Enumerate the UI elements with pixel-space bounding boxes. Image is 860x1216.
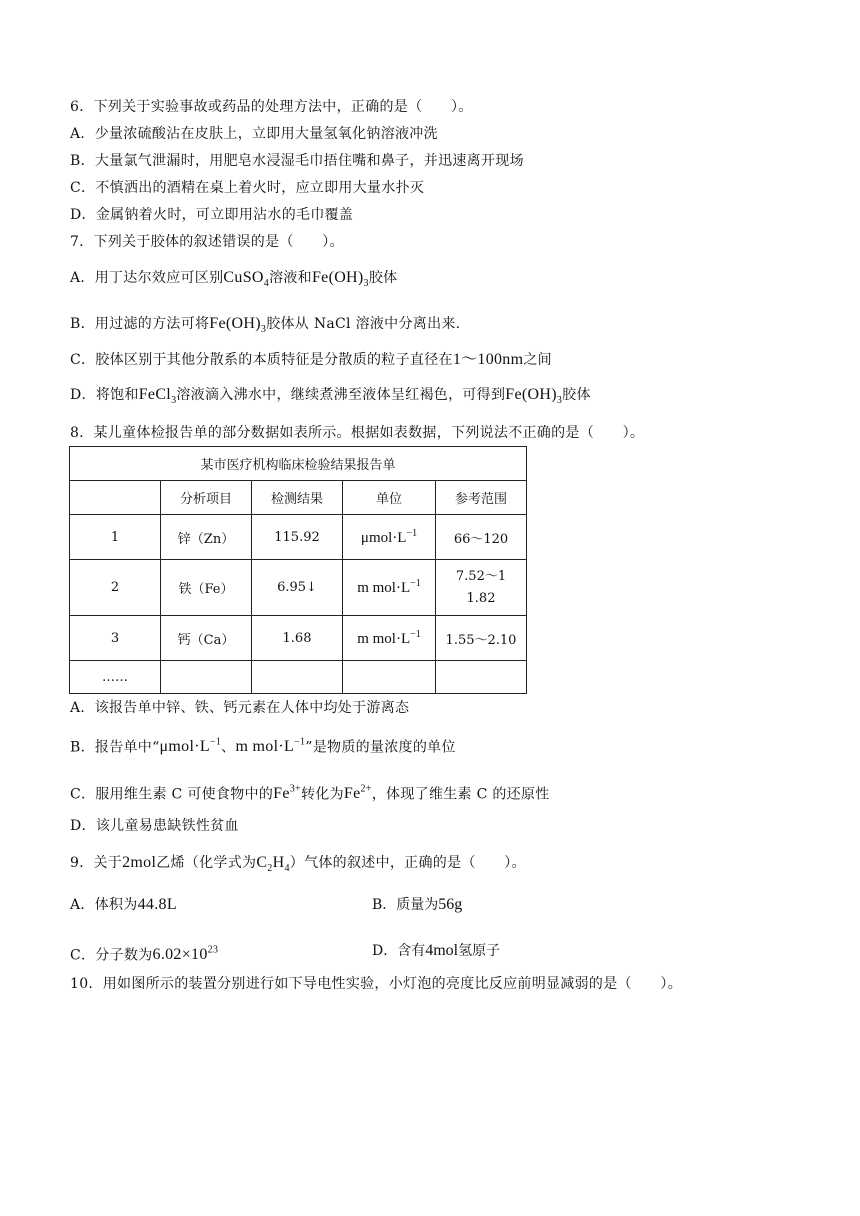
- row-result: 115.92: [252, 515, 343, 560]
- q8-c-ion1: [273, 785, 301, 802]
- row-item: 锌（Zn）: [161, 515, 252, 560]
- q8-option-c: [70, 780, 550, 804]
- row-unit: [343, 515, 436, 560]
- ion-text: Fe: [343, 785, 361, 803]
- formula-text: Fe(OH): [505, 386, 557, 403]
- q7-c-range: 1～100nm: [452, 351, 524, 368]
- q9-b-text: B．质量为: [372, 897, 439, 913]
- q9-text1: 9．关于: [70, 855, 123, 871]
- number-text: 6.02×10: [152, 946, 208, 964]
- q9-text3: ）气体的叙述中，正确的是（ ）。: [289, 855, 526, 871]
- q10-stem: 10．用如图所示的装置分别进行如下导电性实验，小灯泡的亮度比反应前明显减弱的是（ ）。: [70, 976, 683, 992]
- unit-text: m mol·L: [357, 580, 411, 596]
- formula-sub: 2: [267, 863, 273, 875]
- table-header-no: [70, 481, 161, 515]
- q8-c-text1: C．服用维生素 C 可使食物中的: [70, 786, 274, 803]
- table-title: 某市医疗机构临床检验结果报告单: [70, 447, 527, 481]
- row-no: 1: [70, 515, 161, 560]
- row-item: 钙（Ca）: [161, 616, 252, 661]
- q9-d-value: 4mol: [425, 942, 459, 959]
- q7-b-text1: B．用过滤的方法可将: [70, 316, 210, 332]
- q6-option-a: A．少量浓硫酸沾在皮肤上，立即用大量氢氧化钠溶液冲洗: [70, 126, 438, 142]
- table-row: [70, 661, 527, 694]
- q8-b-unit1: [160, 738, 222, 755]
- formula-sub: 4: [284, 863, 290, 875]
- q9-a-value: 44.8L: [137, 896, 177, 913]
- q6-option-b: B．大量氯气泄漏时，用肥皂水浸湿毛巾捂住嘴和鼻子，并迅速离开现场: [70, 153, 524, 169]
- row-range: 66～120: [436, 515, 527, 560]
- ion-charge: 3+: [289, 784, 301, 795]
- q8-b-text1: B．报告单中“: [70, 739, 160, 756]
- q9-option-b: [372, 895, 462, 915]
- row-result: 6.95↓: [252, 560, 343, 616]
- q7-option-d: [70, 385, 591, 411]
- formula-sub: 3: [556, 395, 563, 407]
- unit-text: μmol·L: [159, 738, 210, 756]
- row-item: 铁（Fe）: [161, 560, 252, 616]
- unit-sup: −1: [406, 527, 418, 539]
- table-header-unit: 单位: [343, 481, 436, 515]
- q7-stem: 7．下列关于胶体的叙述错误的是（ ）。: [70, 234, 344, 250]
- table-header-item: 分析项目: [161, 481, 252, 515]
- row-no: ……: [70, 661, 161, 694]
- q8-option-b: [70, 733, 456, 757]
- q9-option-c: [70, 941, 218, 965]
- ion-text: Fe: [273, 785, 290, 803]
- formula-text: H: [272, 854, 285, 871]
- q8-c-text3: ，体现了维生素 C 的还原性: [371, 786, 550, 803]
- q6-option-c: C．不慎洒出的酒精在桌上着火时，应立即用大量水扑灭: [70, 180, 425, 196]
- row-unit: [343, 661, 436, 694]
- formula-text: C: [256, 854, 268, 871]
- row-range: 1.55～2.10: [436, 616, 527, 661]
- row-unit: [343, 560, 436, 616]
- row-result: 1.68: [252, 616, 343, 661]
- q7-option-c: [70, 350, 552, 370]
- q6-option-d: D．金属钠着火时，可立即用沾水的毛巾覆盖: [70, 207, 354, 223]
- q9-amount: 2mol: [122, 854, 157, 871]
- unit-sup: −1: [410, 628, 421, 640]
- row-no: 2: [70, 560, 161, 616]
- q9-c-value: [153, 946, 219, 963]
- unit-text: μmol·L: [360, 529, 407, 546]
- q9-d-text1: D．含有: [372, 943, 426, 959]
- q8-b-text2: ”是物质的量浓度的单位: [305, 739, 456, 756]
- table-row: [70, 560, 527, 616]
- q8-option-d: D．该儿童易患缺铁性贫血: [70, 818, 239, 834]
- q7-d-text2: 溶液滴入沸水中，继续煮沸至液体呈红褐色，可得到: [176, 387, 506, 403]
- unit-text: m mol·L: [235, 738, 295, 756]
- table-header-result: 检测结果: [252, 481, 343, 515]
- q8-stem: 8．某儿童体检报告单的部分数据如表所示。根据如表数据，下列说法不正确的是（ ）。: [70, 425, 645, 441]
- q9-formula: [256, 854, 290, 875]
- q7-a-text1: A．用丁达尔效应可区别: [70, 270, 224, 286]
- table-header-range: 参考范围: [436, 481, 527, 515]
- unit-sup: −1: [294, 737, 306, 748]
- q7-a-formula2: [311, 269, 369, 290]
- formula-sub: 3: [260, 324, 267, 336]
- exponent: 23: [207, 945, 219, 956]
- q8-b-separator: 、: [221, 739, 236, 756]
- unit-text: m mol·L: [357, 630, 411, 647]
- q7-option-b: [70, 314, 460, 340]
- q9-a-text: A．体积为: [70, 897, 138, 913]
- q6-stem: 6．下列关于实验事故或药品的处理方法中，正确的是（ ）。: [70, 99, 473, 115]
- ion-charge: 2+: [360, 784, 372, 795]
- q9-stem: [70, 853, 526, 879]
- formula-text: CuSO: [223, 269, 264, 286]
- formula-text: Fe(OH): [311, 269, 364, 286]
- row-unit: [343, 616, 436, 661]
- table-row: [70, 515, 527, 560]
- formula-sub: 3: [171, 395, 177, 407]
- q7-d-text1: D．将饱和: [70, 387, 139, 403]
- q8-c-text2: 转化为: [300, 786, 344, 803]
- q9-d-text2: 氢原子: [458, 943, 501, 959]
- unit-sup: −1: [209, 737, 222, 748]
- row-item: [161, 661, 252, 694]
- q7-b-text2: 胶体从 NaCl 溶液中分离出来.: [266, 316, 461, 332]
- q7-b-formula: [209, 315, 267, 336]
- q7-d-text3: 胶体: [562, 387, 591, 403]
- row-range: [436, 661, 527, 694]
- q7-a-text3: 胶体: [368, 270, 398, 286]
- formula-sub: 3: [363, 278, 369, 290]
- formula-sub: 4: [263, 278, 270, 290]
- row-range: [436, 560, 527, 616]
- table-row: [70, 616, 527, 661]
- q7-d-formula1: [138, 386, 177, 407]
- q7-c-text1: C．胶体区别于其他分散系的本质特征是分散质的粒子直径在: [70, 352, 453, 368]
- q9-option-d: [372, 941, 500, 961]
- q7-a-formula1: [223, 269, 270, 290]
- formula-text: FeCl: [138, 386, 172, 403]
- q9-b-value: 56g: [438, 896, 463, 913]
- q9-option-a: [70, 895, 177, 915]
- q9-text2: 乙烯（化学式为: [156, 855, 257, 871]
- q7-option-a: [70, 268, 397, 294]
- unit-sup: −1: [410, 578, 421, 589]
- row-result: [252, 661, 343, 694]
- row-no: 3: [70, 616, 161, 661]
- formula-text: Fe(OH): [209, 315, 261, 332]
- q9-c-text: C．分子数为: [70, 947, 153, 964]
- report-table: [69, 446, 527, 694]
- q8-c-ion2: [344, 785, 372, 802]
- range-text: 7.52～11.82: [455, 568, 507, 606]
- q7-c-text2: 之间: [523, 352, 552, 368]
- q8-option-a: A．该报告单中锌、铁、钙元素在人体中均处于游离态: [70, 700, 410, 716]
- q8-b-unit2: [235, 738, 305, 755]
- q7-d-formula2: [505, 386, 563, 407]
- q7-a-text2: 溶液和: [269, 270, 312, 286]
